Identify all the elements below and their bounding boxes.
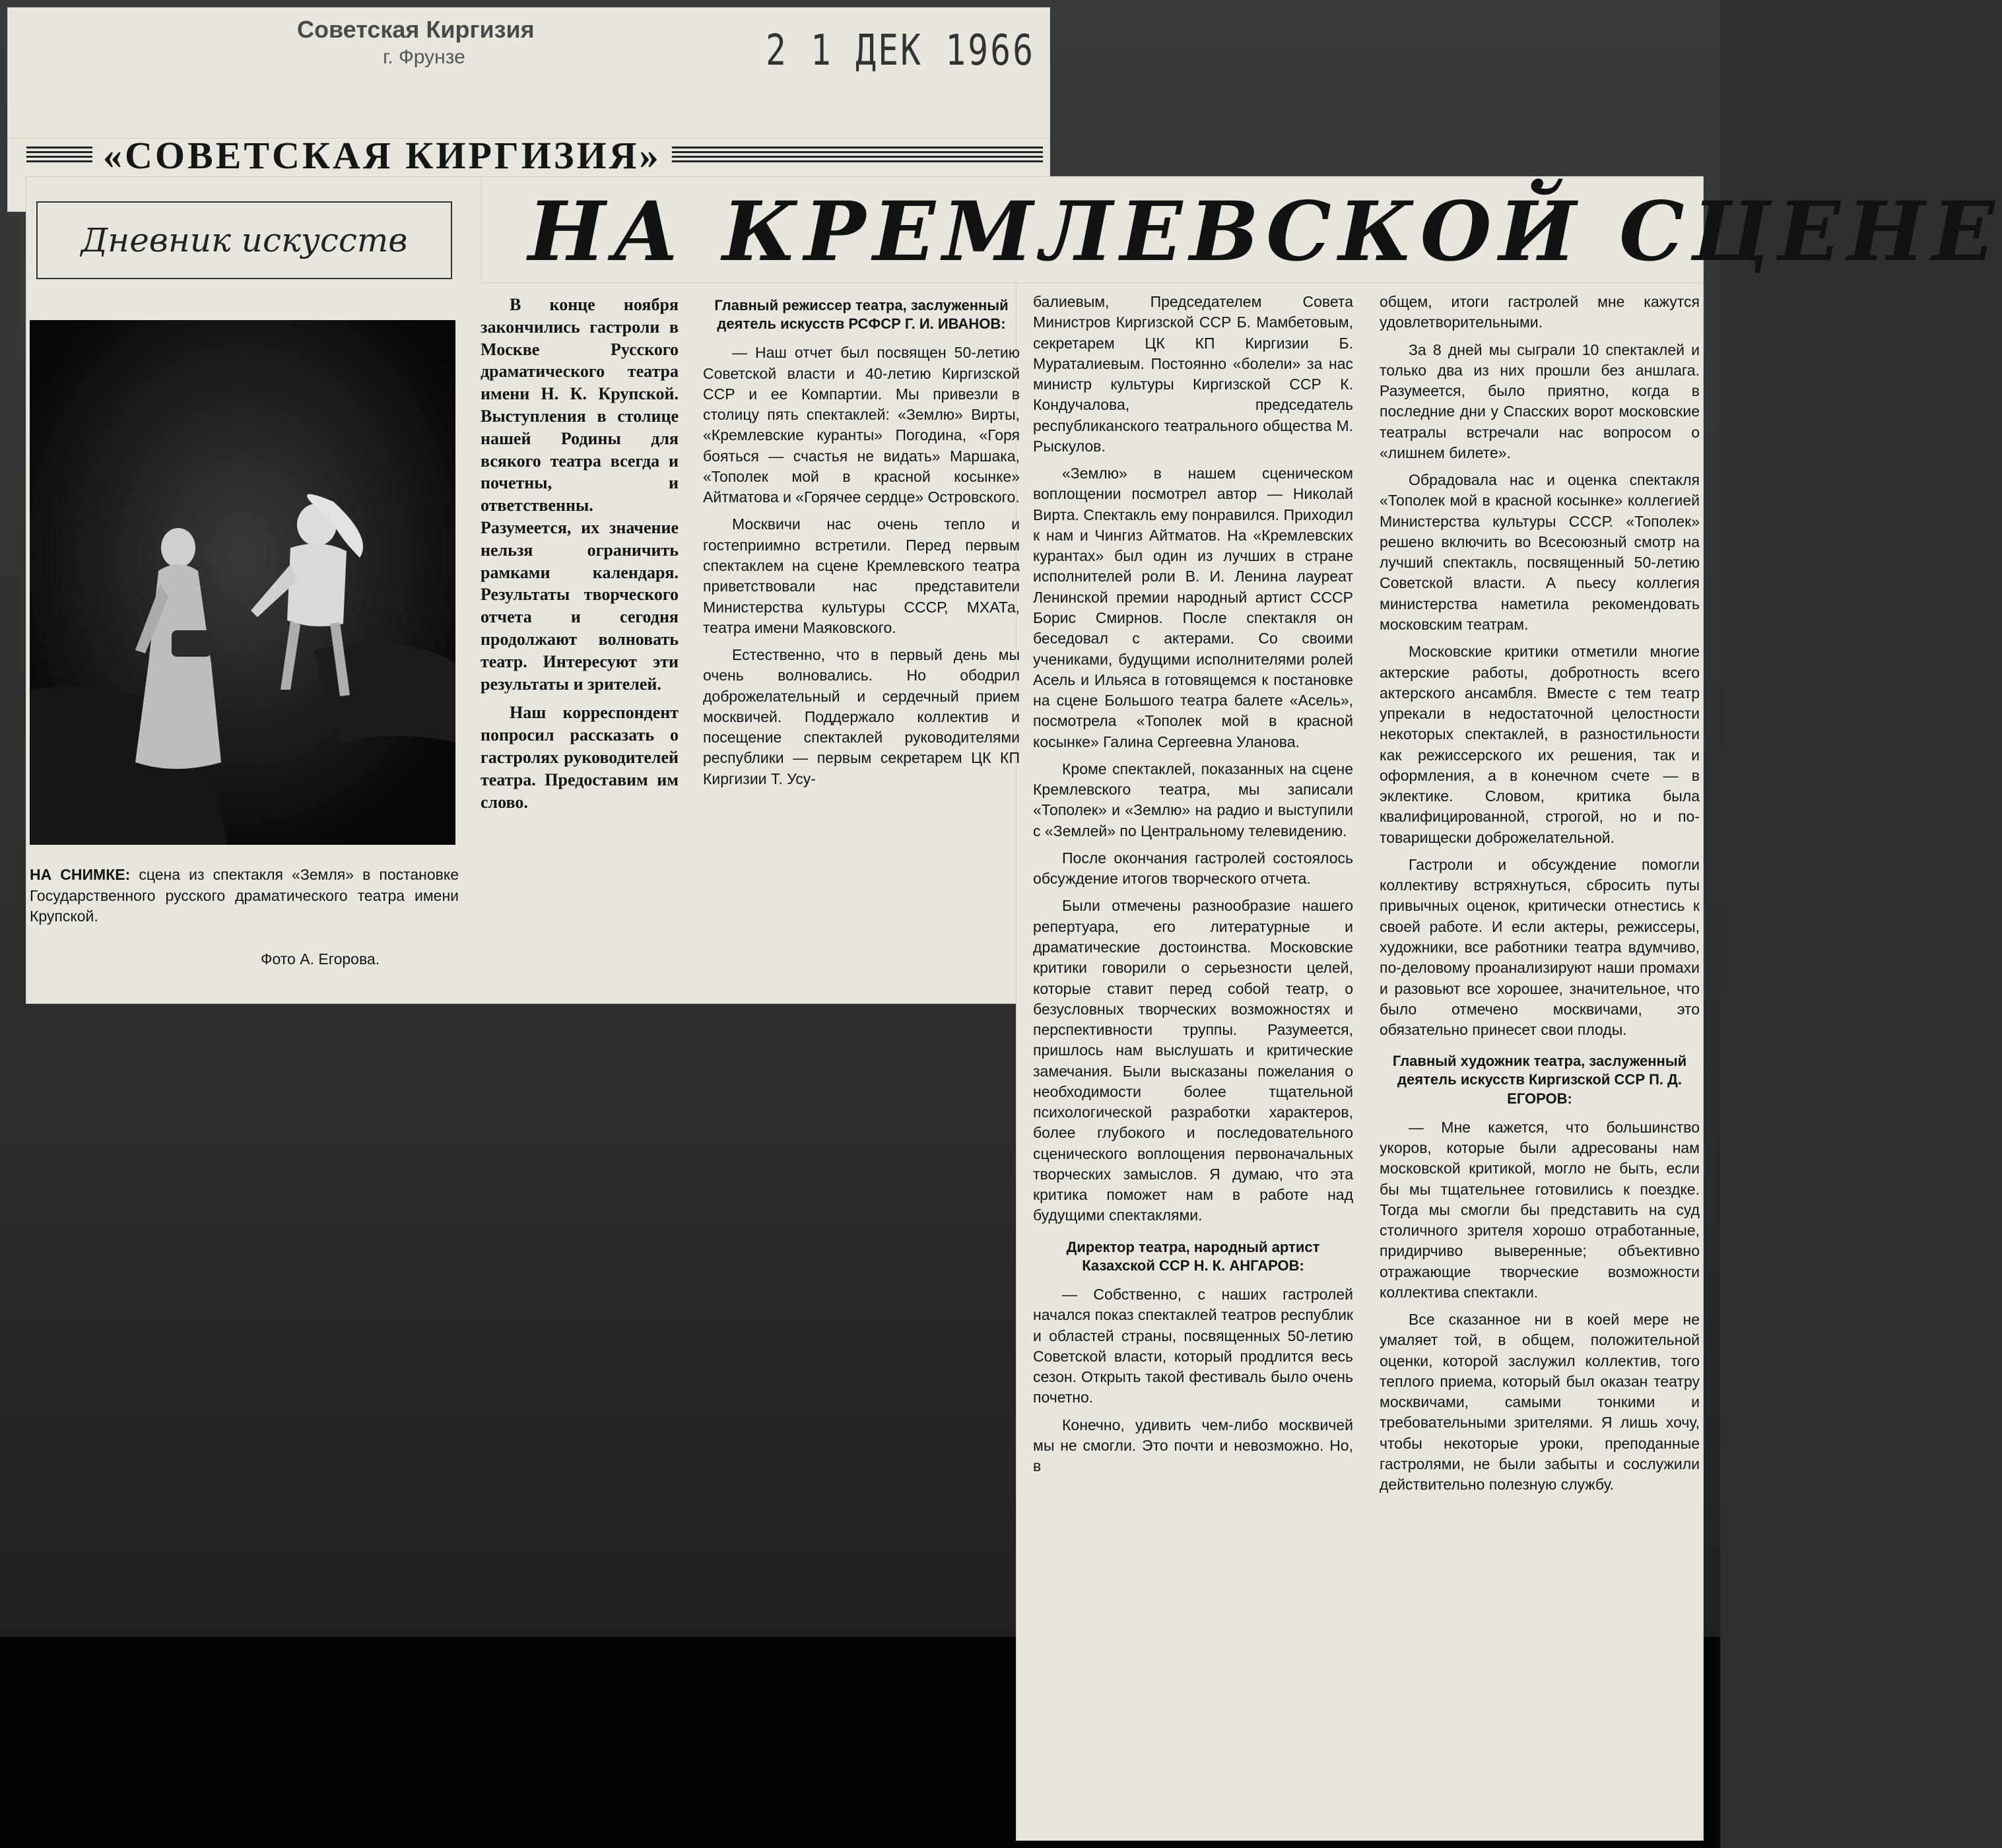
body-paragraph: Гастроли и обсуждение помогли коллективу встряхнуться, сбросить путы привычных оценок, критически отнестись к своей работе. И если актеры, режиссеры, художники, все работники театра вдумчиво, по-деловому проанализируют наши промахи и разовьют все хорошее, значительное, что было отмечено москвичами, это обязательно принесет свои плоды. <box>1380 855 1700 1039</box>
body-paragraph: Московские критики отметили многие актерские работы, добротность всего актерского ансамбля. Вместе с тем театр упрекали в недостаточной целостности некоторых спектаклей, в разностильности как режиссерского их решения, так и оформления, а в конечном счете — в эклектике. Словом, критика была квалифицированной, строгой, но и по-товарищески доброжелательной. <box>1380 643 1700 846</box>
body-paragraph: — Собственно, с наших гастролей начался показ спектаклей театров республик и областей страны, посвященных 50-летию Советской власти, который продлится весь сезон. Открыть такой фестиваль было очень почетно. <box>1033 1286 1353 1406</box>
body-paragraph: Все сказанное ни в коей мере не умаляет той, в общем, положительной оценки, которой заслужил коллектив, того теплого приема, который был оказан театру москвичами, самыми тонкими и требовательными зрителями. Я лишь хочу, чтобы некоторые уроки, преподанные гастролями, не были забыты и сослужили действительно полезную службу. <box>1380 1311 1700 1494</box>
caption-text: сцена из спектакля «Земля» в постановке Государственного русского драматического театра имени Крупской. <box>30 866 459 925</box>
body-paragraph: общем, итоги гастролей мне кажутся удовлетворительными. <box>1380 293 1700 331</box>
lead-paragraph: Наш корреспондент попросил рассказать о гастролях руководителей театра. Предоставим им слово. <box>481 703 679 812</box>
body-paragraph: Обрадовала нас и оценка спектакля «Тополек мой в красной косынке» коллегией Министерства культуры СССР. «Тополек» решено включить во Всесоюзный смотр на лучший спектакль, посвященный 50-летию Советской власти. А пьесу коллегия министерства наметила рекомендовать московским театрам. <box>1380 471 1700 633</box>
scene-photo-figures <box>30 320 455 845</box>
body-paragraph: — Наш отчет был посвящен 50-летию Советской власти и 40-летию Киргизской ССР и ее Компартии. Мы привезли в столицу пять спектаклей: «Землю» Вирты, «Кремлевские куранты» Погодина, «Горя бояться — счастья не видать» Маршака, «Тополек мой в красной косынке» Айтматова и «Горячее сердце» Островского. <box>703 344 1020 506</box>
lead-paragraph: В конце ноября закончились гастроли в Москве Русского драматического театра имени Н. К. Крупской. Выступления в столице нашей Родины для всякого театра всегда и почетны, и ответственны. Разумеется, их значение нельзя ограничить рамками календаря. Результаты творческого отчета и сегодня продолжают волновать театр. Интересуют эти результаты и зрителей. <box>481 295 679 694</box>
photo-caption <box>30 865 459 927</box>
speaker-heading-egorov: Главный художник театра, заслуженный деятель искусств Киргизской ССР П. Д. ЕГОРОВ: <box>1392 1053 1687 1107</box>
body-paragraph: После окончания гастролей состоялось обсуждение итогов творческого отчета. <box>1033 849 1353 888</box>
text-column-3 <box>1033 292 1353 1476</box>
body-paragraph: Кроме спектаклей, показанных на сцене Кремлевского театра, мы записали «Тополек» и «Землю» на радио и выступили с «Землей» по Центральному телевидению. <box>1033 760 1353 840</box>
article-headline: НА КРЕМЛЕВСКОЙ СЦЕНЕ <box>528 184 2002 280</box>
speaker-heading-angarov: Директор театра, народный артист Казахской ССР Н. К. АНГАРОВ: <box>1066 1238 1320 1274</box>
text-column-4 <box>1380 292 1700 1496</box>
photo-credit: Фото А. Егорова. <box>261 950 380 968</box>
stamp-paper-name: Советская Киргизия <box>297 16 535 43</box>
body-paragraph: балиевым, Председателем Совета Министров Киргизской ССР Б. Мамбетовым, секретарем ЦК КП Киргизии Б. Мураталиевым. Постоянно «болели» за нас министр культуры Киргизской ССР К. Кондучалова, председатель республиканского театрального общества М. Рыскулов. <box>1033 293 1353 455</box>
body-paragraph: Были отмечены разнообразие нашего репертуара, его литературные и драматические достоинства. Московские критики говорили о серьезности целей, которые ставит перед собой театр, о безусловных творческих возможностях и перспективности труппы. Разумеется, пришлось нам выслушать и критические замечания. Были высказаны пожелания о необходимости более тщательной психологической разработки характеров, более глубокого и последовательного сценического воплощения первоначальных творческих замыслов. Я думаю, что эта критика поможет нам в работе над будущими спектаклями. <box>1033 897 1353 1224</box>
section-rubric-label: Дневник искусств <box>81 221 408 259</box>
caption-lead: НА СНИМКЕ: <box>30 866 131 883</box>
text-column-2 <box>703 294 1020 789</box>
body-paragraph: — Мне кажется, что большинство укоров, которые были адресованы нам московской критикой, могло не быть, если бы мы тщательнее готовились к поездке. Тогда мы смогли бы представить на суд столичного зрителя хорошо отработанные, придирчиво выверенные; объективно отражающие творческие возможности коллектива спектакли. <box>1380 1118 1700 1301</box>
body-paragraph: Москвичи нас очень тепло и гостеприимно встретили. Перед первым спектаклем на сцене Кремлевского театра приветствовали нас представители Министерства культуры СССР, МХАТа, театра имени Маяковского. <box>703 515 1020 636</box>
section-rubric <box>36 201 452 279</box>
masthead-rule-right <box>672 147 1044 164</box>
masthead-rule-left <box>26 147 92 164</box>
scene-photo <box>30 320 455 845</box>
body-paragraph: Естественно, что в первый день мы очень волновались. Но ободрил доброжелательный и сердечный прием москвичей. Поддержало коллектив и посещение спектаклей руководителями республики — первым секретарем ЦК КП Киргизии Т. Усу- <box>703 646 1020 787</box>
lead-column <box>481 294 679 813</box>
body-paragraph: «Землю» в нашем сценическом воплощении посмотрел автор — Николай Вирта. Спектакль ему понравился. Приходил к нам и Чингиз Айтматов. На «Кремлевских курантах» был один из лучших в стране исполнителей роли В. И. Ленина лауреат Ленинской премии народный артист СССР Борис Смирнов. После спектакля он беседовал с актерами. Со своими учениками, будущими исполнителями ролей Асель и Ильяса в готовящемся к постановке на сцене Большого театра балете «Асель», посмотрела «Тополек мой в красной косынке» Галина Сергеевна Уланова. <box>1033 465 1353 750</box>
masthead-title: «СОВЕТСКАЯ КИРГИЗИЯ» <box>103 133 661 177</box>
body-paragraph: Конечно, удивить чем-либо москвичей мы не смогли. Это почти и невозможно. Но, в <box>1033 1416 1353 1475</box>
stamp-city: г. Фрунзе <box>383 46 465 68</box>
stamp-date: 2 1 ДЕК 1966 <box>766 26 1036 75</box>
body-paragraph: За 8 дней мы сыграли 10 спектаклей и только два из них прошли без аншлага. Разумеется, было приятно, когда в последние дни у Спасских ворот московские театралы встречали нас вопросом о «лишнем билете». <box>1380 341 1700 461</box>
masthead-banner <box>26 135 1043 175</box>
speaker-heading-ivanov: Главный режиссер театра, заслуженный деятель искусств РСФСР Г. И. ИВАНОВ: <box>714 297 1009 333</box>
